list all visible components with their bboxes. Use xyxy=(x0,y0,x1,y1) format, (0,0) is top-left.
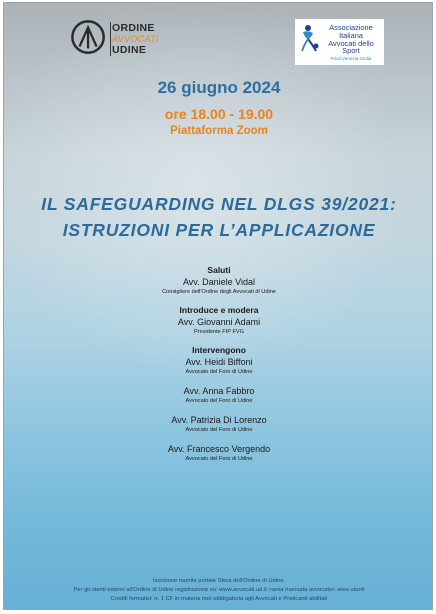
event-time: ore 18.00 - 19.00 xyxy=(164,106,274,122)
ordine-emblem-icon xyxy=(70,19,108,57)
logo-associazione-line1: Associazione xyxy=(329,23,373,32)
footer-line2: Per gli utenti esterni all'Ordine di Udine registrazione su: www.avvocati.ud.it >area riservata avvocato< area utenti xyxy=(73,587,365,593)
logo-associazione-line3: Avvocati dello Sport xyxy=(328,38,374,56)
speaker-name: Avv. Heidi Biffoni xyxy=(185,357,253,367)
speaker-role: Avvocato del Foro di Udine xyxy=(185,456,253,462)
logo-divider xyxy=(110,22,111,56)
speaker-name: Avv. Giovanni Adami xyxy=(177,317,261,327)
event-date: 26 giugno 2024 xyxy=(157,78,281,97)
ordine-avvocati-logo xyxy=(70,19,180,63)
speaker-role: Consigliere dell'Ordine degli Avvocati di Udine xyxy=(162,289,276,295)
event-poster xyxy=(3,2,433,610)
event-title-line2: ISTRUZIONI PER L’APPLICAZIONE xyxy=(62,220,376,240)
saluti-heading: Saluti xyxy=(207,265,231,275)
speaker-name: Avv. Anna Fabbro xyxy=(183,386,255,396)
associazione-logo-text xyxy=(319,24,383,62)
logo-ordine-line1: ORDINE xyxy=(112,22,155,34)
logo-ordine-line3: UDINE xyxy=(112,43,147,56)
footer-line1: Iscrizione tramite portale Sfera dell'Ordine di Udine. xyxy=(152,578,286,584)
logo-ordine-line2: AVVOCATI xyxy=(112,33,159,44)
sport-figure-icon xyxy=(299,24,321,54)
event-title xyxy=(4,191,433,243)
program-section xyxy=(4,265,433,463)
ordine-logo-text xyxy=(112,23,159,55)
associazione-avvocati-sport-logo xyxy=(295,19,384,65)
registration-info xyxy=(4,577,433,604)
speaker-role: Avvocato del Foro di Udine xyxy=(185,427,253,433)
event-title-line1: IL SAFEGUARDING NEL DLGS 39/2021: xyxy=(41,194,397,214)
speaker-role: Avvocato del Foro di Udine xyxy=(185,369,253,375)
speaker-name: Avv. Patrizia Di Lorenzo xyxy=(171,415,267,425)
speaker-name: Avv. Francesco Vergendo xyxy=(167,444,271,454)
intervengono-heading: Intervengono xyxy=(192,345,246,355)
logo-associazione-line4: Friuli Venezia Giulia xyxy=(330,56,372,62)
speaker-role: Presidente FIP FVG xyxy=(194,329,244,335)
speaker-role: Avvocato del Foro di Udine xyxy=(185,398,253,404)
introduce-heading: Introduce e modera xyxy=(179,305,259,315)
event-platform: Piattaforma Zoom xyxy=(170,125,268,137)
footer-line3: Crediti formativi: n. 1 CF in materia non obbligatoria agli Avvocati e Praticanti abilitati xyxy=(110,596,328,602)
speaker-name: Avv. Daniele Vidal xyxy=(182,277,256,287)
logo-associazione-line2: Italiana xyxy=(339,30,363,40)
